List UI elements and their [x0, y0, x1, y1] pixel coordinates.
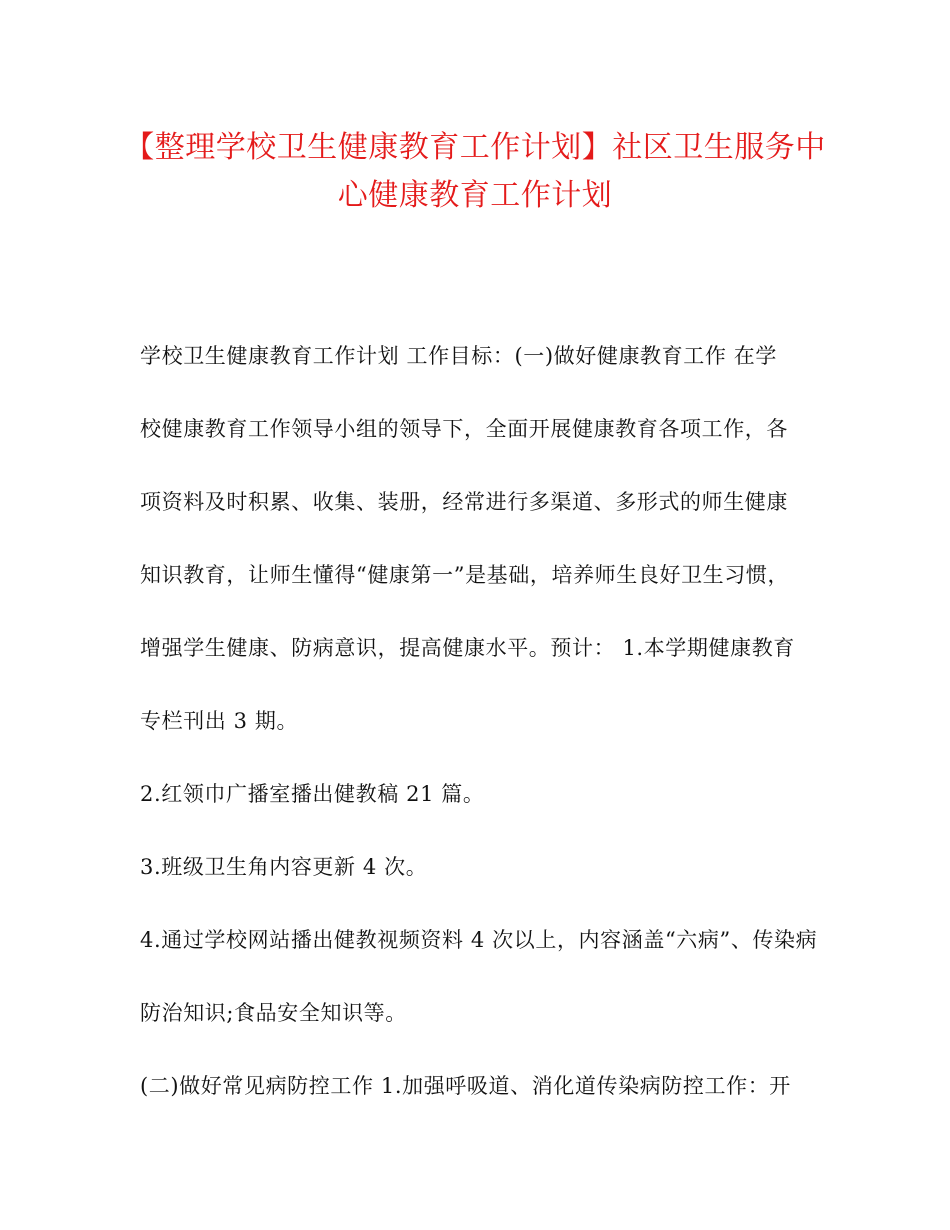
document-title-line-1: 【整理学校卫生健康教育工作计划】社区卫生服务中	[124, 130, 826, 165]
document-title-line-2: 心健康教育工作计划	[337, 178, 613, 213]
body-line-8: 3.班级卫生角内容更新 4 次。	[140, 855, 428, 879]
body-line-2: 校健康教育工作领导小组的领导下，全面开展健康教育各项工作，各	[140, 417, 788, 441]
body-line-9: 4.通过学校网站播出健教视频资料 4 次以上，内容涵盖“六病”、传染病	[140, 928, 818, 952]
body-line-7: 2.红领巾广播室播出健教稿 21 篇。	[140, 782, 485, 806]
body-line-5: 增强学生健康、防病意识，提高健康水平。预计： 1.本学期健康教育	[140, 636, 795, 660]
body-line-4: 知识教育，让师生懂得“健康第一”是基础，培养师生良好卫生习惯，	[140, 563, 790, 587]
body-line-1: 学校卫生健康教育工作计划 工作目标：(一)做好健康教育工作 在学	[140, 344, 777, 368]
body-line-3: 项资料及时积累、收集、装册，经常进行多渠道、多形式的师生健康	[140, 490, 788, 514]
body-line-6: 专栏刊出 3 期。	[140, 709, 299, 733]
body-line-11: (二)做好常见病防控工作 1.加强呼吸道、消化道传染病防控工作：开	[140, 1074, 791, 1098]
body-line-10: 防治知识;食品安全知识等。	[140, 1001, 407, 1025]
